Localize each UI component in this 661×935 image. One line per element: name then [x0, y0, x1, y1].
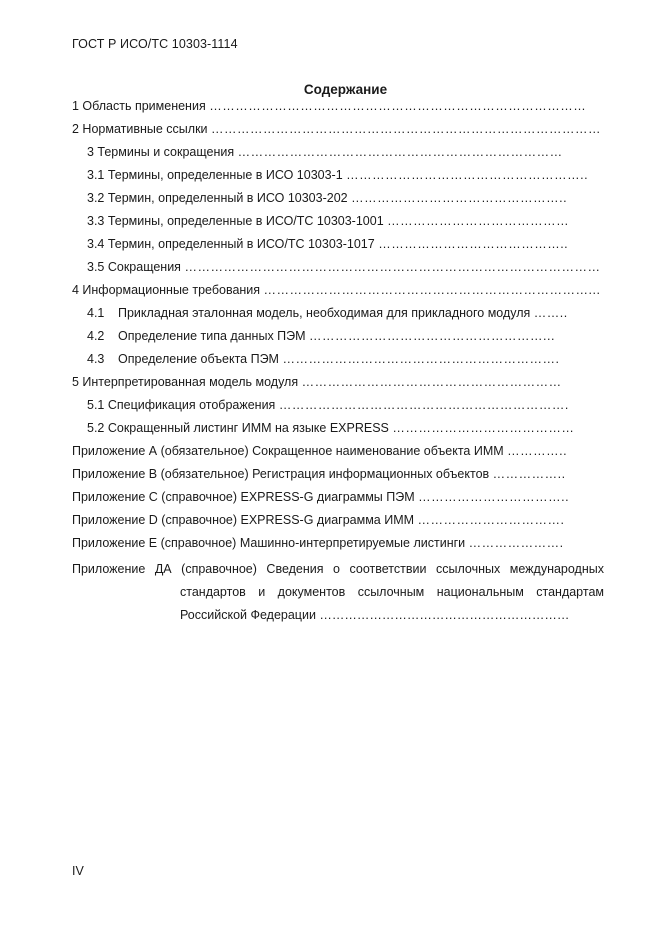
toc-entry-title: 4 Информационные требования — [72, 283, 261, 297]
toc-entry[interactable] — [72, 328, 604, 351]
toc-entry[interactable] — [72, 512, 604, 535]
toc-entry[interactable] — [72, 190, 604, 213]
table-of-contents — [72, 98, 604, 627]
toc-entry[interactable] — [72, 489, 604, 512]
toc-entry-title: 3.4 Термин, определенный в ИСО/ТС 10303-1017 — [87, 237, 375, 251]
toc-entry-number: 4.1 — [87, 306, 105, 320]
toc-entry-title: Приложение В (обязательное) Регистрация информационных объектов — [72, 467, 490, 481]
toc-entry[interactable] — [72, 305, 604, 328]
toc-entry-annex-da[interactable] — [72, 558, 604, 627]
toc-entry-title: Определение типа данных ПЭМ — [118, 329, 306, 343]
toc-entry[interactable] — [72, 351, 604, 374]
leader-dots: …………………………………………………………………... — [263, 283, 601, 297]
page-number: IV — [72, 864, 84, 878]
toc-entry[interactable] — [72, 121, 604, 144]
leader-dots: ………………………………………………………. — [282, 352, 560, 366]
toc-entry-title: 5.1 Спецификация отображения — [87, 398, 276, 412]
toc-entry[interactable] — [72, 259, 604, 282]
toc-entry-number: 4.2 — [87, 329, 105, 343]
annex-da-line2: стандартов и документов ссылочным национальным стандартам — [180, 585, 604, 599]
leader-dots: …………………………………………………… — [301, 375, 562, 389]
annex-da-line3 — [72, 604, 604, 627]
toc-entry-number: 4.3 — [87, 352, 105, 366]
annex-da-line3-text: Российской Федерации — [180, 608, 316, 622]
document-code: ГОСТ Р ИСО/ТС 10303-1114 — [72, 37, 238, 51]
toc-entry[interactable] — [72, 213, 604, 236]
leader-dots: …………………………….. — [418, 490, 570, 504]
toc-entry[interactable] — [72, 98, 604, 121]
leader-dots: ………………………………………….. — [351, 191, 568, 205]
toc-entry[interactable] — [72, 420, 604, 443]
toc-entry-title: 5 Интерпретированная модель модуля — [72, 375, 299, 389]
toc-entry[interactable] — [72, 144, 604, 167]
toc-entry-title: 3.1 Термины, определенные в ИСО 10303-1 — [87, 168, 343, 182]
toc-entry-title: 3.3 Термины, определенные в ИСО/ТС 10303-1001 — [87, 214, 384, 228]
toc-entry[interactable] — [72, 236, 604, 259]
leader-dots: …………………………………… — [387, 214, 570, 228]
toc-entry-title: Приложение Е (справочное) Машинно-интерпретируемые листинги — [72, 536, 466, 550]
leader-dots: ………….. — [507, 444, 568, 458]
toc-entry-title: Приложение А (обязательное) Сокращенное наименование объекта ИММ — [72, 444, 504, 458]
leader-dots: …………………. — [468, 536, 564, 550]
leader-dots: …………………………………………………………………………………… — [184, 260, 601, 274]
leader-dots: ……………………………………………….. — [346, 168, 589, 182]
toc-entry[interactable] — [72, 443, 604, 466]
toc-entry-title: Прикладная эталонная модель, необходимая для прикладного модуля — [118, 306, 531, 320]
leader-dots: …………………………………………………………………………… — [209, 99, 587, 113]
page-title: Содержание — [303, 82, 388, 97]
leader-dots: ………………………………………………………………… — [237, 145, 563, 159]
leader-dots: ……………………………………………………………………………… — [211, 122, 602, 136]
annex-da-line1: Приложение ДА (справочное) Сведения о соответствии ссылочных международных — [72, 562, 604, 576]
leader-dots: ………………………………………………... — [309, 329, 555, 343]
leader-dots: …………………………………………………………. — [278, 398, 569, 412]
toc-entry-title: 3.5 Сокращения — [87, 260, 181, 274]
leader-dots: …………………………………….. — [378, 237, 569, 251]
toc-entry[interactable] — [72, 282, 604, 305]
toc-entry[interactable] — [72, 167, 604, 190]
toc-entry[interactable] — [72, 535, 604, 558]
toc-entry-title: Определение объекта ПЭМ — [118, 352, 279, 366]
toc-entry-title: 1 Область применения — [72, 99, 206, 113]
leader-dots: …………………………………… — [392, 421, 575, 435]
toc-entry-title: 5.2 Сокращенный листинг ИММ на языке EXPRESS — [87, 421, 389, 435]
leader-dots: …………………………………………………… — [319, 608, 570, 622]
leader-dots: ……………………………. — [417, 513, 565, 527]
toc-entry[interactable] — [72, 374, 604, 397]
toc-entry-title: 3.2 Термин, определенный в ИСО 10303-202 — [87, 191, 348, 205]
leader-dots: …….. — [533, 306, 568, 320]
leader-dots: …………….. — [492, 467, 566, 481]
toc-entry-title: Приложение С (справочное) EXPRESS-G диаграммы ПЭМ — [72, 490, 415, 504]
toc-entry-title: 3 Термины и сокращения — [87, 145, 235, 159]
toc-entry-title: 2 Нормативные ссылки — [72, 122, 208, 136]
toc-entry[interactable] — [72, 397, 604, 420]
toc-entry-title: Приложение D (справочное) EXPRESS-G диаграмма ИММ — [72, 513, 415, 527]
toc-entry[interactable] — [72, 466, 604, 489]
